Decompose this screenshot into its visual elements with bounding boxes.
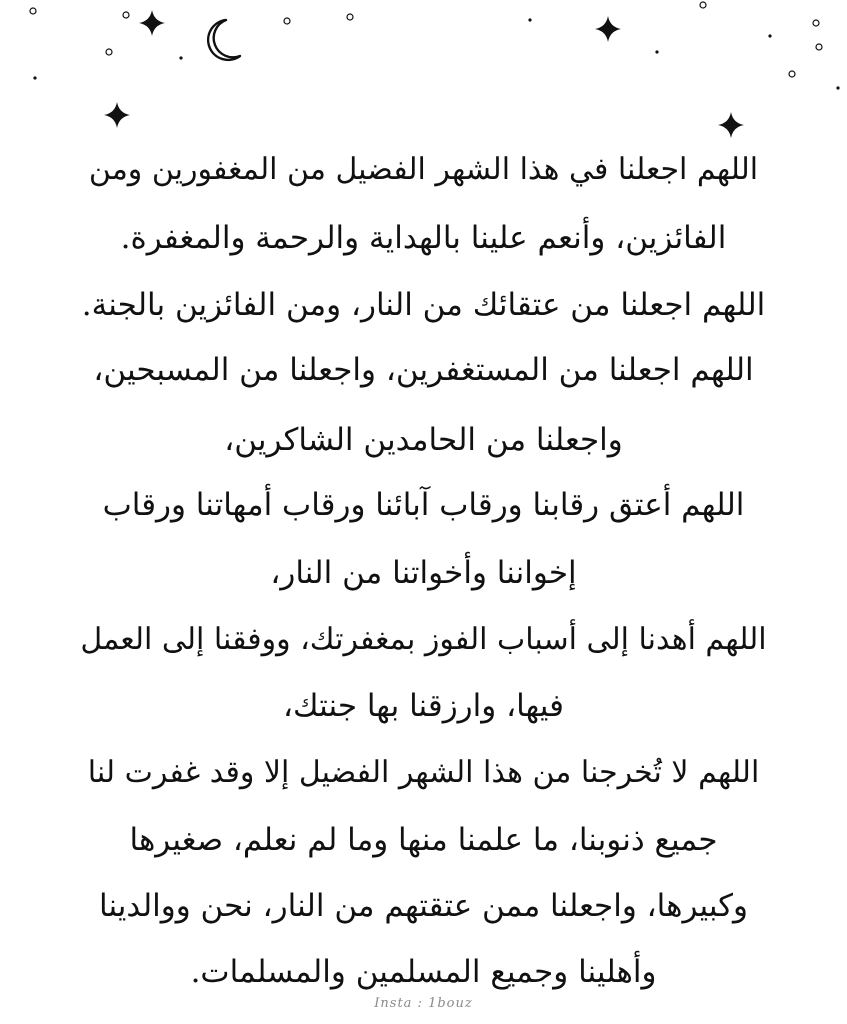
prayer-line: جميع ذنوبنا، ما علمنا منها وما لم نعلم، صغيرها xyxy=(129,822,718,858)
prayer-line: اللهم لا تُخرجنا من هذا الشهر الفضيل إلا وقد غفرت لنا xyxy=(87,755,760,790)
night-sky-decoration xyxy=(0,0,847,160)
dot-icon xyxy=(655,50,658,53)
prayer-line: اللهم اجعلنا من عتقائك من النار، ومن الفائزين بالجنة. xyxy=(81,287,766,323)
crescent-moon-icon xyxy=(208,20,240,60)
sparkle-icon xyxy=(347,14,353,20)
star-icon-top-left xyxy=(139,10,165,36)
sparkle-icon xyxy=(813,20,819,26)
sparkle-icon xyxy=(789,71,795,77)
dot-icon xyxy=(768,34,771,37)
sparkle-icon xyxy=(106,49,112,55)
prayer-line: اللهم اجعلنا في هذا الشهر الفضيل من المغفورين ومن xyxy=(88,152,759,187)
instagram-signature: Insta : 1bouz xyxy=(374,996,473,1011)
dot-icon xyxy=(528,18,531,21)
sparkle-icon xyxy=(700,2,706,8)
prayer-line: فيها، وارزقنا بها جنتك، xyxy=(283,688,564,724)
sparkle-icon xyxy=(123,12,129,18)
prayer-line: اللهم اجعلنا من المستغفرين، واجعلنا من المسبحين، xyxy=(93,352,754,388)
prayer-line: وكبيرها، واجعلنا ممن عتقتهم من النار، نحن ووالدينا xyxy=(99,888,748,924)
dot-icon xyxy=(33,76,36,79)
prayer-line: اللهم أعتق رقابنا ورقاب آبائنا ورقاب أمهاتنا ورقاب xyxy=(102,487,745,523)
sparkle-icon xyxy=(284,18,290,24)
prayer-line: اللهم أهدنا إلى أسباب الفوز بمغفرتك، ووفقنا إلى العمل xyxy=(80,622,767,657)
sparkle-icon xyxy=(816,44,822,50)
prayer-line: واجعلنا من الحامدين الشاكرين، xyxy=(224,422,623,458)
prayer-line: الفائزين، وأنعم علينا بالهداية والرحمة والمغفرة. xyxy=(120,220,727,256)
star-icon-top-right xyxy=(595,16,621,42)
sparkle-icon xyxy=(30,8,36,14)
prayer-line: وأهلينا وجميع المسلمين والمسلمات. xyxy=(190,954,657,990)
dot-icon xyxy=(179,56,182,59)
prayer-line: إخواننا وأخواتنا من النار، xyxy=(270,555,577,591)
star-icon-left xyxy=(104,102,130,128)
dot-icon xyxy=(836,86,839,89)
star-icon-right xyxy=(718,112,744,138)
